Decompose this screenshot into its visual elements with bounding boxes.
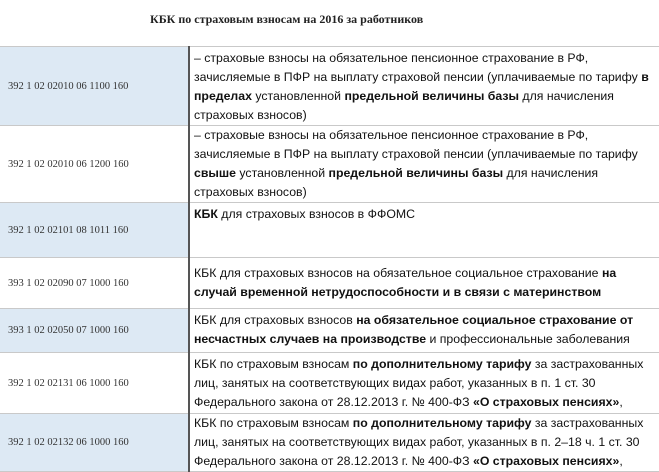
description-text: за застрахованных лиц, занятых на соответствующих видах работ, указанных в п. 2–18 ч. 1 ст. 30 Федерального закона от 28.12.2013 г. № 400-ФЗ — [194, 416, 644, 468]
emphasis-text: на случай временной нетрудоспособности и в связи с материнством — [194, 266, 617, 299]
description-text: КБК для страховых взносов — [194, 313, 357, 327]
description-text: для начисления страховых взносов) — [194, 166, 599, 199]
emphasis-text: в пределах — [194, 70, 649, 103]
kbk-code: 392 1 02 02010 06 1100 160 — [0, 47, 189, 126]
emphasis-text: КБК — [194, 207, 218, 221]
kbk-code: 393 1 02 02090 07 1000 160 — [0, 258, 189, 309]
description-text: для начисления страховых взносов) — [194, 89, 614, 122]
page-title: КБК по страховым взносам на 2016 за работников — [150, 12, 424, 26]
description-text: для страховых взносов в ФФОМС — [217, 207, 416, 221]
description-text: , — [619, 454, 623, 468]
description-text: КБК для страховых взносов на обязательное социальное страхование — [194, 266, 602, 280]
description-text: – страховые взносы на обязательное пенсионное страхование в РФ, зачисляемые в ПФР на выплату страховой пенсии (уплачиваемые по тарифу — [194, 51, 642, 84]
emphasis-text: предельной величины базы — [344, 89, 519, 103]
kbk-code: 392 1 02 02101 08 1011 160 — [0, 203, 189, 258]
emphasis-text: «О страховых пенсиях» — [472, 394, 620, 409]
kbk-code: 392 1 02 02131 06 1000 160 — [0, 353, 189, 414]
description-text: , — [619, 394, 623, 409]
emphasis-text: по дополнительному тарифу — [352, 356, 532, 371]
description-text: – страховые взносы на обязательное пенсионное страхование в РФ, зачисляемые в ПФР на выплату страховой пенсии (уплачиваемые по тарифу — [194, 128, 638, 161]
description-text: установленной — [236, 166, 329, 180]
table-row — [0, 414, 659, 472]
description-text: установленной — [251, 89, 345, 103]
description-text: КБК по страховым взносам — [194, 356, 353, 371]
emphasis-text: по дополнительному тарифу — [352, 416, 532, 430]
table-row — [0, 309, 659, 353]
kbk-table — [0, 46, 659, 472]
description-text: и профессиональные заболевания — [426, 332, 630, 346]
kbk-description — [189, 414, 659, 472]
kbk-description — [189, 353, 659, 414]
kbk-description — [189, 203, 659, 258]
kbk-code: 393 1 02 02050 07 1000 160 — [0, 309, 189, 353]
emphasis-text: предельной величины базы — [328, 166, 504, 180]
kbk-code: 392 1 02 02010 06 1200 160 — [0, 126, 189, 203]
kbk-description — [189, 258, 659, 309]
emphasis-text: на обязательное социальное страхование от несчастных случаев на производстве — [194, 313, 634, 346]
table-row — [0, 203, 659, 258]
kbk-description — [189, 47, 659, 126]
emphasis-text: «О страховых пенсиях» — [472, 454, 620, 468]
table-row — [0, 47, 659, 126]
description-text: КБК по страховым взносам — [194, 416, 353, 430]
table-row — [0, 126, 659, 203]
kbk-description — [189, 126, 659, 203]
description-text: за застрахованных лиц, занятых на соответствующих видах работ, указанных в п. 1 ст. 30 Федерального закона от 28.12.2013 г. № 400-ФЗ — [194, 356, 644, 409]
table-row — [0, 353, 659, 414]
table-row — [0, 258, 659, 309]
kbk-description — [189, 309, 659, 353]
emphasis-text: свыше — [194, 166, 236, 180]
kbk-code: 392 1 02 02132 06 1000 160 — [0, 414, 189, 472]
